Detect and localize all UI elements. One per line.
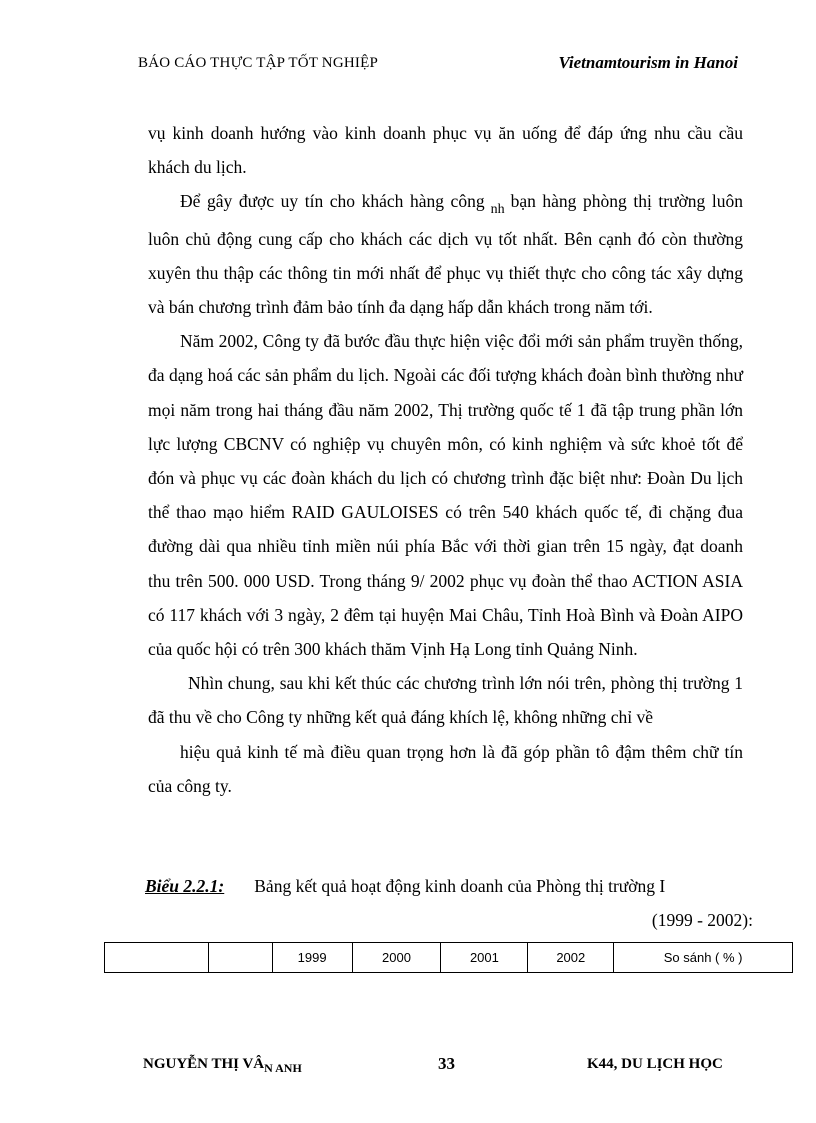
- paragraph-2-start: Để gây được uy tín cho khách hàng công: [180, 191, 485, 212]
- table-caption-label: Biểu 2.2.1:: [145, 876, 225, 896]
- header-title: BÁO CÁO THỰC TẬP TỐT NGHIỆP: [138, 55, 378, 71]
- table-header-cell: 2000: [352, 943, 441, 973]
- table-caption-years: (1999 - 2002):: [651, 910, 753, 930]
- table-header-cell: [208, 943, 272, 973]
- paragraph-2: [148, 184, 743, 324]
- table-header-cell: 2001: [441, 943, 528, 973]
- table-caption: [145, 876, 665, 897]
- paragraph-2-subscript: nh: [490, 202, 505, 218]
- paragraph-4-end-text: hiệu quả kinh tế mà điều quan trọng hơn là đã góp phần tô đậm thêm chữ tín của công ty.: [148, 741, 743, 796]
- table-header-cell: 2002: [528, 943, 614, 973]
- paragraph-4-end: [148, 735, 743, 803]
- paragraph-4-start: Nhìn chung, sau khi kết thúc các chương trình lớn nói trên, phòng thị trường 1 đã thu về cho Công ty những kết quả đáng khích lệ, không những chỉ về: [148, 673, 743, 728]
- document-body: [148, 116, 743, 803]
- header-organization: Vietnamtourism in Hanoi: [558, 53, 738, 72]
- footer-author-sub: N ANH: [264, 1061, 302, 1075]
- results-table: [104, 942, 793, 973]
- table-header-cell: So sánh ( % ): [614, 943, 793, 973]
- paragraph-1: vụ kinh doanh hướng vào kinh doanh phục vụ ăn uống để đáp ứng nhu cầu cầu khách du lịch.: [148, 123, 743, 178]
- footer-author: [143, 1056, 302, 1073]
- footer-class: K44, DU LỊCH HỌC: [587, 1056, 723, 1072]
- table-header-row: [105, 943, 793, 973]
- paragraph-2-end: bạn hàng phòng thị trường luôn luôn chủ động cung cấp cho khách các dịch vụ tốt nhất. Bên cạnh đó còn thường xuyên thu thập các thông tin mới nhất để phục vụ thiết thực cho công tác xây dựng và bán chương trình đảm bảo tính đa dạng hấp dẫn khách trong năm tới.: [148, 191, 743, 318]
- paragraph-3: Năm 2002, Công ty đã bước đầu thực hiện việc đổi mới sản phẩm truyền thống, đa dạng hoá các sản phẩm du lịch. Ngoài các đối tượng khách đoàn bình thường như mọi năm trong hai tháng đầu năm 2002, Thị trường quốc tế 1 đã tập trung phần lớn lực lượng CBCNV có nghiệp vụ chuyên môn, có kinh nghiệm và sức khoẻ tốt để đón và phục vụ các đoàn khách du lịch có chương trình đặc biệt như: Đoàn Du lịch thể thao mạo hiểm RAID GAULOISES có trên 540 khách quốc tế, đi chặng đua đường dài qua nhiều tỉnh miền núi phía Bắc với thời gian trên 15 ngày, đạt doanh thu trên 500. 000 USD. Trong tháng 9/ 2002 phục vụ đoàn thể thao ACTION ASIA có 117 khách với 3 ngày, 2 đêm tại huyện Mai Châu, Tỉnh Hoà Bình và Đoàn AIPO của quốc hội có trên 300 khách thăm Vịnh Hạ Long tỉnh Quảng Ninh.: [148, 331, 743, 660]
- table-header-cell: [105, 943, 209, 973]
- table-caption-text: Bảng kết quả hoạt động kinh doanh của Phòng thị trường I: [254, 876, 666, 896]
- footer-author-name: NGUYỄN THỊ VÂ: [143, 1056, 265, 1072]
- table-header-cell: 1999: [272, 943, 352, 973]
- page-number: 33: [438, 1054, 455, 1073]
